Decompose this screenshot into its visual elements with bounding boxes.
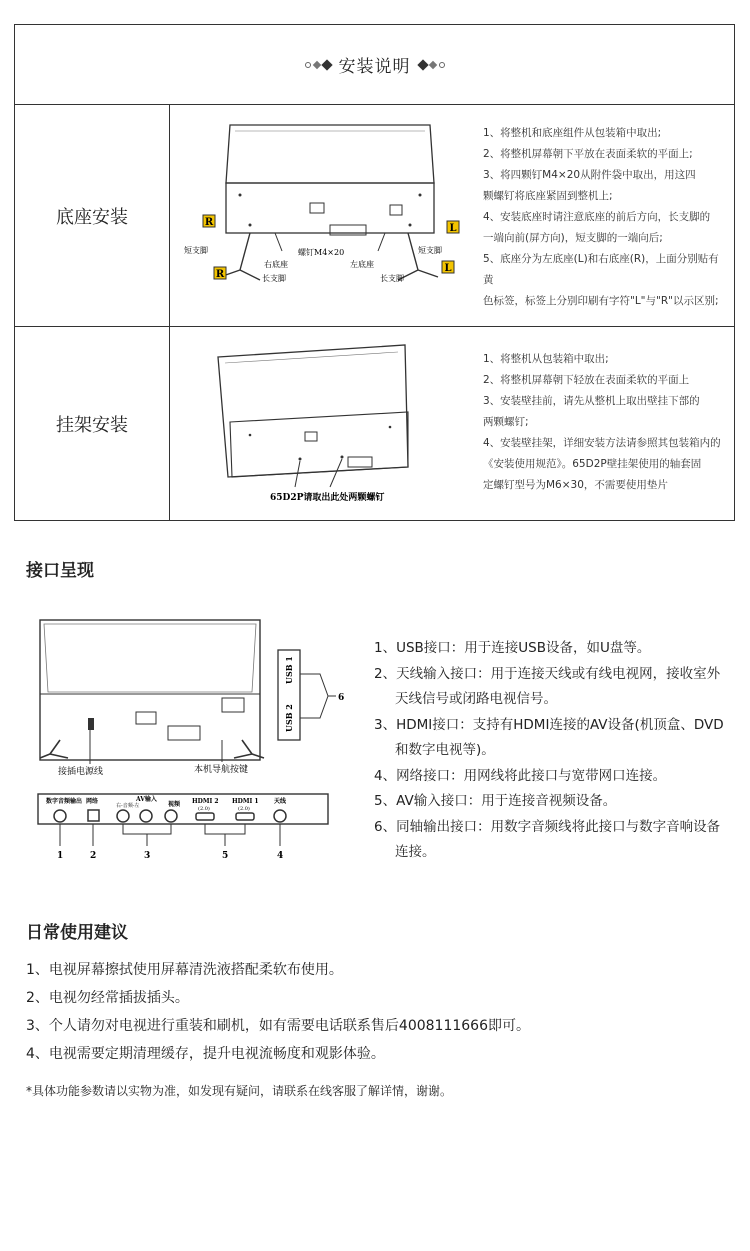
interface-item-cont: 和数字电视等)。 bbox=[395, 742, 495, 758]
wall-step: 2、将整机屏幕朝下轻放在表面柔软的平面上 bbox=[483, 374, 690, 386]
usage-section-title: 日常使用建议 bbox=[26, 923, 128, 943]
wall-install-label: 挂架安装 bbox=[15, 327, 170, 520]
left-base-label: 左底座 bbox=[350, 260, 374, 269]
base-step: 4、安装底座时请注意底座的前后方向，长支脚的 bbox=[483, 211, 711, 223]
base-step: 3、将四颗钉M4×20从附件袋中取出，用这四 bbox=[483, 169, 696, 181]
interface-item: 1、USB接口：用于连接USB设备，如U盘等。 bbox=[374, 640, 651, 656]
port-av-label: AV输入 bbox=[136, 796, 157, 803]
callout-6: 6 bbox=[338, 693, 345, 703]
install-header bbox=[15, 25, 734, 105]
tv-wall-diagram bbox=[180, 327, 480, 517]
base-step: 色标签，标签上分别印刷有字符"L"与"R"以示区别; bbox=[483, 295, 719, 307]
base-step: 颗螺钉将底座紧固到整机上; bbox=[483, 190, 613, 202]
port-hdmi1-label: HDMI 1 bbox=[232, 798, 259, 805]
wall-step: 定螺钉型号为M6×30，不需要使用垫片 bbox=[483, 479, 668, 491]
power-caption: 接插电源线 bbox=[58, 767, 104, 777]
callout-1: 1 bbox=[57, 851, 64, 861]
short-leg-left-label: 短支脚 bbox=[184, 246, 208, 255]
wall-step: 《安装使用规范》。65D2P壁挂架使用的轴套固 bbox=[483, 458, 702, 470]
long-leg-right-label: 长支脚 bbox=[380, 274, 404, 283]
badge-r-bottom: R bbox=[215, 269, 225, 280]
interface-figure bbox=[28, 614, 348, 878]
interface-item: 2、天线输入接口：用于连接天线或有线电视网，接收室外 bbox=[374, 665, 721, 682]
wall-step: 3、安装壁挂前，请先从整机上取出壁挂下部的 bbox=[483, 395, 700, 407]
interface-list bbox=[374, 636, 734, 866]
callout-2: 2 bbox=[90, 851, 97, 861]
wall-install-steps bbox=[483, 349, 728, 496]
callout-5: 5 bbox=[222, 851, 229, 861]
interface-item-cont: 天线信号或闭路电视信号。 bbox=[395, 691, 557, 707]
screw-label: 螺钉M4×20 bbox=[298, 248, 345, 257]
base-install-steps bbox=[483, 123, 728, 312]
right-base-label: 右底座 bbox=[264, 260, 288, 269]
interface-item: 5、AV输入接口：用于连接音视频设备。 bbox=[374, 793, 617, 809]
badge-l-top: L bbox=[449, 223, 457, 234]
hdmi2-ver: (2.0) bbox=[198, 806, 210, 812]
usage-item: 3、个人请勿对电视进行重装和刷机，如有需要电话联系售后4008111666即可。 bbox=[26, 1018, 530, 1034]
left-ornament-icon bbox=[305, 61, 331, 69]
interface-item: 6、同轴输出接口：用数字音频线将此接口与数字音响设备 bbox=[374, 818, 721, 835]
right-ornament-icon bbox=[419, 61, 445, 69]
usage-item: 4、电视需要定期清理缓存，提升电视流畅度和观影体验。 bbox=[26, 1046, 385, 1062]
callout-4: 4 bbox=[277, 851, 284, 861]
nav-key-caption: 本机导航按键 bbox=[194, 765, 249, 775]
base-step: 2、将整机屏幕朝下平放在表面柔软的平面上; bbox=[483, 148, 693, 160]
wall-step: 4、安装壁挂架，详细安装方法请参照其包装箱内的 bbox=[483, 437, 721, 449]
base-step: 一端向前(屏方向)，短支脚的一端向后; bbox=[483, 232, 663, 244]
interface-item: 3、HDMI接口：支持有HDMI连接的AV设备(机顶盒、DVD bbox=[374, 716, 724, 733]
disclaimer-note: *具体功能参数请以实物为准，如发现有疑问，请联系在线客服了解详情，谢谢。 bbox=[26, 1084, 453, 1098]
wall-install-figure bbox=[180, 327, 480, 521]
port-network-label: 网络 bbox=[86, 798, 99, 805]
wall-install-row bbox=[15, 327, 734, 520]
usage-item: 2、电视勿经常插拔插头。 bbox=[26, 990, 189, 1006]
port-video-label: 视频 bbox=[168, 801, 181, 808]
interface-section-title: 接口呈现 bbox=[26, 561, 94, 581]
port-av-sub-label: 右-音频-左 bbox=[116, 803, 140, 809]
badge-r-top: R bbox=[204, 217, 214, 228]
wall-step: 1、将整机从包装箱中取出; bbox=[483, 353, 609, 365]
base-install-row bbox=[15, 105, 734, 327]
install-title: 安装说明 bbox=[338, 57, 411, 77]
port-antenna-label: 天线 bbox=[274, 798, 287, 805]
long-leg-left-label: 长支脚 bbox=[262, 274, 286, 283]
port-digital-label: 数字音频输出 bbox=[46, 798, 83, 805]
interface-item-cont: 连接。 bbox=[395, 844, 436, 860]
wall-figure-caption: 65D2P请取出此处两颗螺钉 bbox=[270, 493, 385, 503]
interface-item: 4、网络接口：用网线将此接口与宽带网口连接。 bbox=[374, 767, 667, 784]
short-leg-right-label: 短支脚 bbox=[418, 246, 442, 255]
callout-3: 3 bbox=[144, 851, 151, 861]
usage-list bbox=[26, 956, 726, 1068]
usb1-label: USB 1 bbox=[284, 656, 294, 684]
base-step: 5、底座分为左底座(L)和右底座(R)，上面分别贴有黄 bbox=[483, 253, 719, 286]
port-hdmi2-label: HDMI 2 bbox=[192, 798, 219, 805]
base-step: 1、将整机和底座组件从包装箱中取出; bbox=[483, 127, 662, 139]
tv-ports-diagram bbox=[28, 614, 348, 874]
base-install-label: 底座安装 bbox=[15, 105, 170, 326]
badge-l-bottom: L bbox=[444, 263, 452, 274]
base-install-figure bbox=[180, 105, 480, 329]
install-table bbox=[14, 24, 735, 521]
usb2-label: USB 2 bbox=[284, 704, 294, 732]
tv-base-diagram bbox=[180, 105, 480, 325]
hdmi1-ver: (2.0) bbox=[238, 806, 250, 812]
usage-item: 1、电视屏幕擦拭使用屏幕清洗液搭配柔软布使用。 bbox=[26, 962, 343, 978]
wall-step: 两颗螺钉; bbox=[483, 416, 529, 428]
